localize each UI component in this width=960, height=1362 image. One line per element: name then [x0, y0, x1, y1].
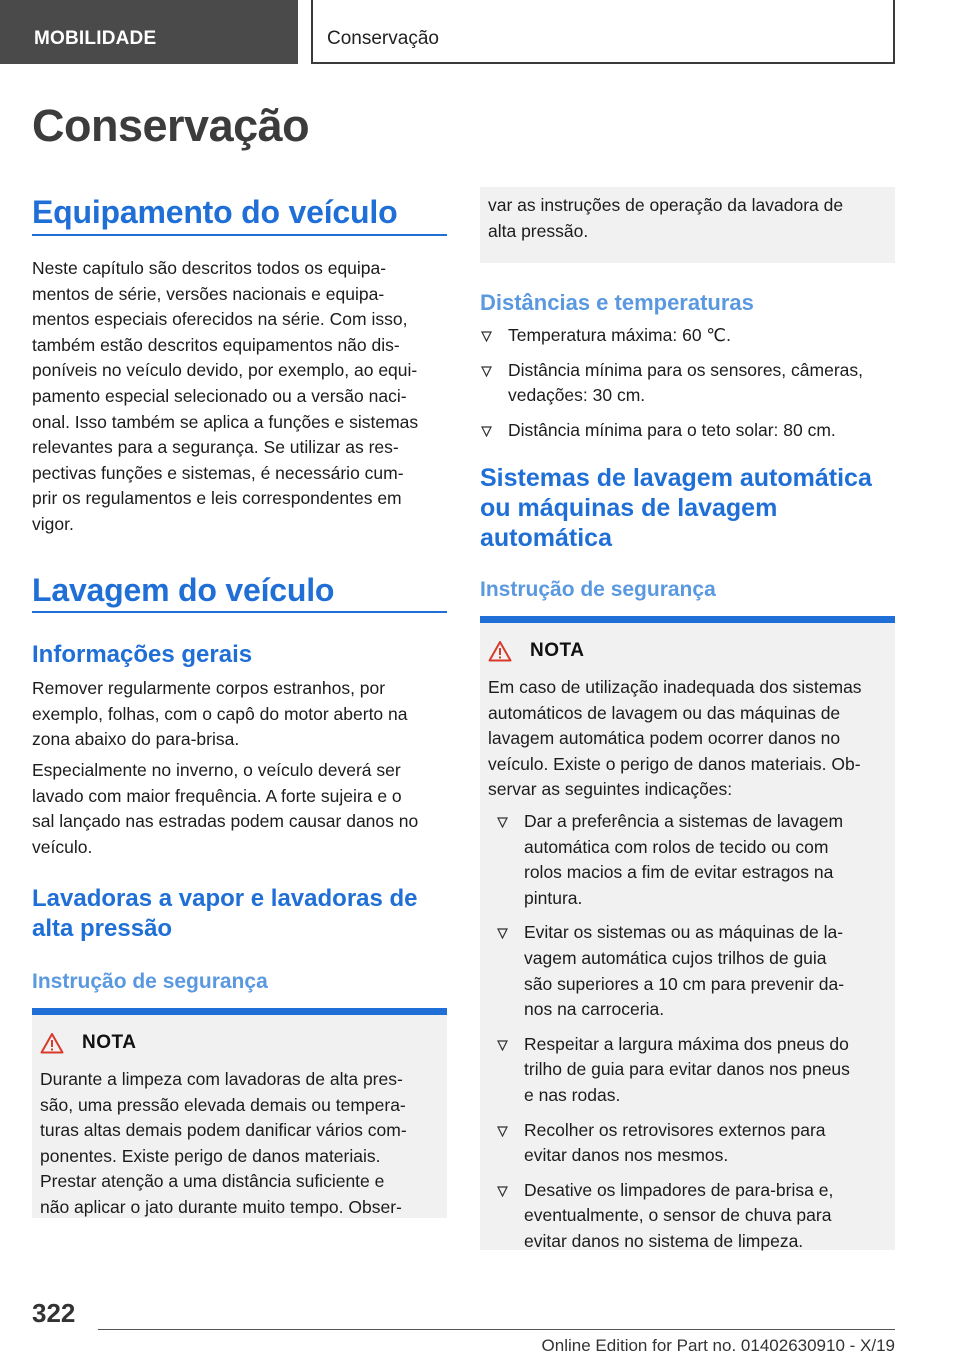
note-continued-text: var as instruções de operação da lavadora de alta pressão. [488, 195, 844, 241]
footer-rule [98, 1329, 895, 1330]
triangle-bullet-icon [481, 426, 492, 437]
warning-triangle-icon [40, 1032, 64, 1054]
note-accent-bar [480, 616, 895, 623]
washing-heading: Lavagem do veículo [32, 572, 335, 608]
left-safety-heading: Instrução de segurança [32, 970, 268, 993]
section-label: MOBILIDADE [34, 28, 157, 49]
note-text: Durante a limpeza com lavadoras de alta pres- são, uma pressão elevada demais ou tempera- turas altas demais podem danificar vários com- ponentes. Existe perigo de danos materiais. Prestar atenção a uma distância suficiente e não aplicar o jato durante muito tempo. Obser- [40, 1069, 407, 1217]
note-label: NOTA [82, 1032, 137, 1053]
triangle-bullet-icon [481, 331, 492, 342]
triangle-bullet-icon [497, 817, 508, 828]
list-item: Desative os limpadores de para-brisa e, eventualmente, o sensor de chuva para evitar danos no sistema de limpeza. [496, 1178, 891, 1255]
left-note-box [32, 1008, 447, 1218]
note-continued-box [480, 187, 895, 263]
equipment-paragraph: Neste capítulo são descritos todos os equipa- mentos de série, versões nacionais e equipa- mentos especiais oferecidos na série. Com isso, também estão descritos equipamentos não dis- poníveis no veículo devido, por exemplo, ao equi- pamento especial selecionado ou a versão naci- onal. Isso também se aplica a funções e sistemas relevantes para a segurança. Se utilizar as res- pectivas funções e sistemas, é necessário cum- prir os regulamentos e leis correspondentes em vigor. [32, 258, 419, 534]
note-header [40, 1032, 136, 1054]
right-note-box [480, 616, 895, 1250]
triangle-bullet-icon [497, 1126, 508, 1137]
list-item: Distância mínima para o teto solar: 80 cm. [480, 418, 900, 444]
washing-heading-rule [32, 611, 447, 613]
list-item: Temperatura máxima: 60 ℃. [480, 323, 900, 349]
general-info-heading: Informações gerais [32, 641, 253, 668]
general-info-paragraph-1: Remover regularmente corpos estranhos, por exemplo, folhas, com o capô do motor aberto na zona abaixo do para-brisa. [32, 678, 408, 750]
right-safety-heading: Instrução de segurança [480, 578, 716, 601]
distances-list [480, 323, 900, 443]
list-item: Recolher os retrovisores externos para evitar danos nos mesmos. [496, 1118, 891, 1169]
chapter-label: Conservação [327, 28, 439, 49]
note-list [496, 809, 891, 1255]
triangle-bullet-icon [497, 1040, 508, 1051]
distances-heading: Distâncias e temperaturas [480, 290, 754, 315]
equipment-heading: Equipamento do veículo [32, 194, 398, 230]
steam-washer-heading: Lavadoras a vapor e lavadoras de alta pressão [32, 885, 418, 942]
page-number: 322 [32, 1298, 76, 1328]
note-accent-bar [32, 1008, 447, 1015]
list-item: Distância mínima para os sensores, câmeras, vedações: 30 cm. [480, 358, 900, 409]
general-info-paragraph-2: Especialmente no inverno, o veículo deverá ser lavado com maior frequência. A forte sujeira e o sal lançado nas estradas podem causar danos no veículo. [32, 760, 419, 857]
note-header [488, 640, 584, 662]
page-title: Conservação [32, 100, 310, 151]
triangle-bullet-icon [497, 928, 508, 939]
list-item: Dar a preferência a sistemas de lavagem automática com rolos de tecido ou com rolos macios a fim de evitar estragos na pintura. [496, 809, 891, 911]
triangle-bullet-icon [497, 1186, 508, 1197]
triangle-bullet-icon [481, 366, 492, 377]
list-item: Respeitar a largura máxima dos pneus do trilho de guia para evitar danos nos pneus e nas rodas. [496, 1032, 891, 1109]
warning-triangle-icon [488, 640, 512, 662]
note-label: NOTA [530, 640, 585, 661]
list-item: Evitar os sistemas ou as máquinas de la- vagem automática cujos trilhos de guia são superiores a 10 cm para prevenir da- nos na carroceria. [496, 920, 891, 1022]
note-text: Em caso de utilização inadequada dos sistemas automáticos de lavagem ou das máquinas de lavagem automática podem ocorrer danos no veículo. Existe o perigo de danos materiais. Ob- servar as seguintes indicações: [488, 677, 862, 800]
section-tab [0, 0, 298, 64]
footer-edition: Online Edition for Part no. 01402630910 - X/19 [541, 1336, 895, 1355]
equipment-heading-rule [32, 234, 447, 236]
chapter-tab [311, 0, 895, 64]
automatic-wash-heading: Sistemas de lavagem automática ou máquinas de lavagem automática [480, 464, 872, 552]
